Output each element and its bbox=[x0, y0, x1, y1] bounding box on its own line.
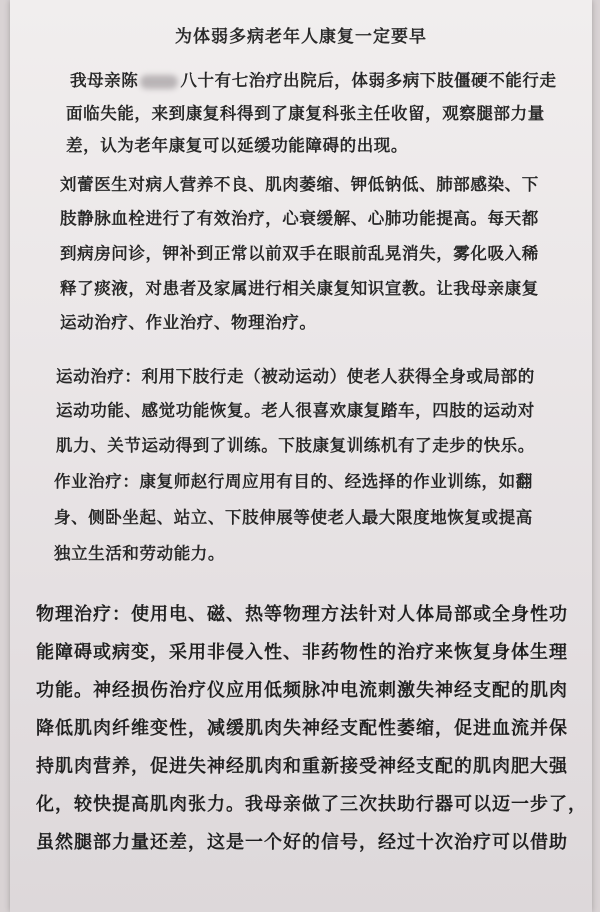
body-line-3: 差，认为老年康复可以延缓功能障碍的出现。 bbox=[66, 136, 408, 155]
body-line-11: 肌力、关节运动得到了训练。下肢康复训练机有了走步的快乐。 bbox=[56, 436, 535, 455]
letter-page bbox=[10, 0, 592, 912]
body-line-12: 作业治疗：康复师赵行周应用有目的、经选择的作业训练，如翻 bbox=[54, 472, 533, 491]
body-line-20: 化，较快提高肌肉张力。我母亲做了三次扶助行器可以迈一步了， bbox=[36, 794, 587, 815]
body-line-15: 物理治疗：使用电、磁、热等物理方法针对人体局部或全身性功 bbox=[36, 604, 568, 625]
line-1-end: 八十有七治疗出院后，体弱多病下肢僵硬不能行走 bbox=[180, 71, 557, 90]
body-line-9: 运动治疗：利用下肢行走（被动运动）使老人获得全身或局部的 bbox=[56, 367, 535, 386]
line-1-start: 我母亲陈 bbox=[70, 71, 139, 90]
body-line-1 bbox=[70, 67, 557, 91]
body-line-8: 运动治疗、作业治疗、物理治疗。 bbox=[60, 313, 317, 332]
body-line-5: 肢静脉血栓进行了有效治疗，心衰缓解、心肺功能提高。每天都 bbox=[60, 209, 539, 228]
body-line-19: 持肌肉营养，促进失神经肌肉和重新接受神经支配的肌肉肥大强 bbox=[36, 756, 568, 777]
page-title: 为体弱多病老年人康复一定要早 bbox=[175, 27, 427, 47]
body-line-2: 面临失能，来到康复科得到了康复科张主任收留，观察腿部力量 bbox=[66, 104, 545, 123]
body-line-14: 独立生活和劳动能力。 bbox=[54, 544, 225, 563]
redacted-name bbox=[140, 75, 178, 89]
body-line-18: 降低肌肉纤维变性，减缓肌肉失神经支配性萎缩，促进血流并保 bbox=[36, 718, 568, 739]
body-line-6: 到病房问诊，钾补到正常以前双手在眼前乱晃消失，雾化吸入稀 bbox=[60, 244, 539, 263]
body-line-17: 功能。神经损伤治疗仪应用低频脉冲电流刺激失神经支配的肌肉 bbox=[36, 680, 568, 701]
body-line-4: 刘蕾医生对病人营养不良、肌肉萎缩、钾低钠低、肺部感染、下 bbox=[60, 175, 539, 194]
body-line-7: 释了痰液，对患者及家属进行相关康复知识宣教。让我母亲康复 bbox=[60, 279, 539, 298]
body-line-21: 虽然腿部力量还差，这是一个好的信号，经过十次治疗可以借助 bbox=[36, 832, 568, 853]
body-line-16: 能障碍或病变，采用非侵入性、非药物性的治疗来恢复身体生理 bbox=[36, 642, 568, 663]
body-line-10: 运动功能、感觉功能恢复。老人很喜欢康复踏车，四肢的运动对 bbox=[56, 401, 535, 420]
body-line-13: 身、侧卧坐起、站立、下肢伸展等使老人最大限度地恢复或提高 bbox=[54, 508, 533, 527]
